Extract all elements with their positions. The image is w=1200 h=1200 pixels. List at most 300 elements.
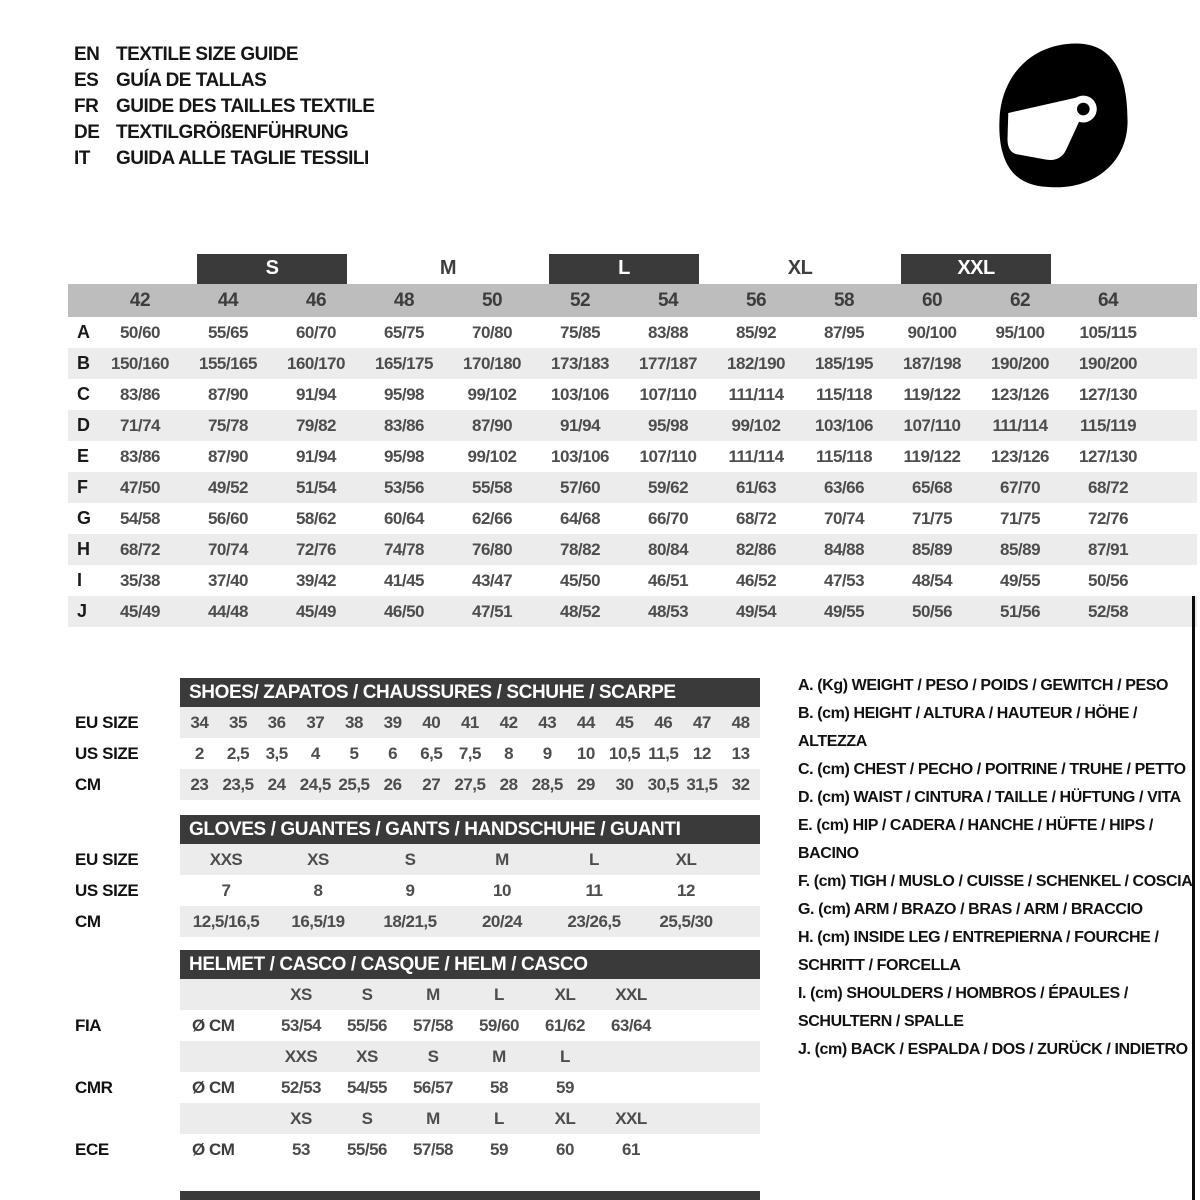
shoes-value: 2 bbox=[194, 743, 204, 763]
helmet-size: XL bbox=[532, 979, 598, 1010]
helmet-value: 55/56 bbox=[346, 1139, 388, 1159]
size-value: 64/68 bbox=[559, 508, 601, 528]
size-value: 83/86 bbox=[119, 384, 161, 404]
language-code: IT bbox=[74, 148, 90, 169]
helmet-value: 61/62 bbox=[544, 1015, 586, 1035]
helmet-size: XL bbox=[532, 1103, 598, 1134]
size-value: 90/100 bbox=[907, 322, 957, 342]
size-value: 63/66 bbox=[800, 472, 888, 503]
row-filler bbox=[1152, 410, 1197, 441]
size-value: 99/102 bbox=[467, 446, 517, 466]
gloves-value: 8 bbox=[313, 880, 323, 900]
helmet-section bbox=[68, 950, 760, 1165]
helmet-sizes-row-ECE bbox=[68, 1103, 760, 1134]
measurement-rows bbox=[68, 317, 1197, 627]
numeric-size: 44 bbox=[184, 284, 272, 317]
size-value: 87/95 bbox=[823, 322, 865, 342]
size-value: 71/75 bbox=[911, 508, 953, 528]
shoes-value: 23,5 bbox=[219, 769, 258, 800]
row-filler bbox=[1152, 317, 1197, 348]
language-row bbox=[74, 120, 374, 146]
size-value: 165/175 bbox=[360, 348, 448, 379]
shoes-value: 48 bbox=[721, 707, 760, 738]
size-value: 182/190 bbox=[712, 348, 800, 379]
size-value: 78/82 bbox=[536, 534, 624, 565]
gloves-value: XS bbox=[272, 844, 364, 875]
shoes-value: 27,5 bbox=[451, 769, 490, 800]
shoes-value: 31,5 bbox=[683, 769, 722, 800]
language-title: GUIDE DES TAILLES TEXTILE bbox=[116, 96, 375, 117]
language-title: TEXTILE SIZE GUIDE bbox=[116, 44, 299, 65]
language-code: ES bbox=[74, 70, 99, 91]
numeric-size: 52 bbox=[536, 284, 624, 317]
helmet-value: 53 bbox=[292, 1139, 310, 1159]
helmet-unit bbox=[180, 1103, 268, 1134]
numeric-size: 46 bbox=[272, 284, 360, 317]
helmet-row-label bbox=[68, 979, 180, 1010]
gloves-value: 7 bbox=[221, 880, 231, 900]
size-value: 45/49 bbox=[96, 596, 184, 627]
size-value: 115/118 bbox=[815, 384, 873, 404]
size-value: 52/58 bbox=[1064, 596, 1152, 627]
gloves-value: M bbox=[456, 844, 548, 875]
shoes-value: 28,5 bbox=[528, 769, 567, 800]
shoes-value: 37 bbox=[296, 707, 335, 738]
gloves-value: XXS bbox=[180, 844, 272, 875]
size-value: 177/187 bbox=[624, 348, 712, 379]
numeric-size: 54 bbox=[624, 284, 712, 317]
shoes-value: 4 bbox=[310, 743, 320, 763]
helmet-section-header: HELMET / CASCO / CASQUE / HELM / CASCO bbox=[180, 950, 760, 979]
size-value: 150/160 bbox=[96, 348, 184, 379]
row-filler bbox=[664, 1010, 760, 1041]
size-value: 91/94 bbox=[536, 410, 624, 441]
row-filler bbox=[664, 979, 760, 1010]
measure-row-F bbox=[68, 472, 1197, 503]
gloves-value: 18/21,5 bbox=[364, 906, 456, 937]
legend-item: G. (cm) ARM / BRAZO / BRAS / ARM / BRACCIO bbox=[798, 901, 1143, 918]
size-value: 99/102 bbox=[467, 384, 517, 404]
size-value: 111/114 bbox=[728, 384, 784, 404]
size-group-m: M bbox=[439, 257, 457, 279]
measure-row-A bbox=[68, 317, 1197, 348]
row-letter: C bbox=[77, 384, 90, 404]
size-value: 60/70 bbox=[295, 322, 337, 342]
size-value: 50/60 bbox=[119, 322, 161, 342]
size-value: 95/98 bbox=[383, 446, 425, 466]
size-value: 185/195 bbox=[800, 348, 888, 379]
shoes-value: 40 bbox=[412, 707, 451, 738]
language-title: GUIDA ALLE TAGLIE TESSILI bbox=[116, 148, 369, 169]
size-value: 57/60 bbox=[536, 472, 624, 503]
shoes-value: 10,5 bbox=[609, 743, 641, 763]
size-value: 127/130 bbox=[1079, 384, 1137, 404]
helmet-size: XXL bbox=[598, 979, 664, 1010]
size-value: 75/85 bbox=[559, 322, 601, 342]
shoes-value: 2,5 bbox=[226, 743, 250, 763]
helmet-value: 53/54 bbox=[280, 1015, 322, 1035]
row-filler bbox=[1152, 503, 1197, 534]
helmet-values-row-ECE bbox=[68, 1134, 760, 1165]
shoes-value: 3,5 bbox=[265, 743, 288, 763]
helmet-unit bbox=[180, 1041, 268, 1072]
helmet-value: 57/58 bbox=[412, 1015, 454, 1035]
size-value: 91/94 bbox=[295, 446, 337, 466]
measure-row-B bbox=[68, 348, 1197, 379]
size-value: 107/110 bbox=[639, 446, 697, 466]
numeric-size: 58 bbox=[800, 284, 888, 317]
language-code: DE bbox=[74, 122, 100, 143]
gloves-section bbox=[68, 815, 760, 937]
row-filler bbox=[732, 906, 760, 937]
language-code: FR bbox=[74, 96, 99, 117]
helmet-size: L bbox=[532, 1041, 598, 1072]
shoes-value: 34 bbox=[180, 707, 219, 738]
size-value: 61/63 bbox=[712, 472, 800, 503]
row-filler bbox=[1152, 379, 1197, 410]
language-row bbox=[74, 42, 374, 68]
size-value: 74/78 bbox=[360, 534, 448, 565]
shoes-value: 5 bbox=[349, 743, 359, 763]
size-value: 82/86 bbox=[712, 534, 800, 565]
language-row bbox=[74, 146, 374, 172]
helmet-size: M bbox=[400, 1103, 466, 1134]
helmet-standard-name: FIA bbox=[68, 1010, 180, 1041]
row-letter: E bbox=[77, 446, 90, 466]
measure-row-C bbox=[68, 379, 1197, 410]
shoes-value: 11,5 bbox=[648, 743, 679, 763]
language-row bbox=[74, 68, 374, 94]
size-value: 35/38 bbox=[119, 570, 161, 590]
helmet-standard-name: ECE bbox=[68, 1134, 180, 1165]
helmet-row-label bbox=[68, 1103, 180, 1134]
row-filler bbox=[732, 875, 760, 906]
measure-row-G bbox=[68, 503, 1197, 534]
row-filler bbox=[732, 844, 760, 875]
size-value: 84/88 bbox=[800, 534, 888, 565]
helmet-standard-name: CMR bbox=[68, 1072, 180, 1103]
size-value: 53/56 bbox=[360, 472, 448, 503]
shoes-section bbox=[68, 678, 760, 800]
gloves-value: 12 bbox=[677, 880, 695, 900]
numeric-size: 42 bbox=[96, 284, 184, 317]
shoes-value: 45 bbox=[605, 707, 644, 738]
size-value: 103/106 bbox=[800, 410, 888, 441]
shoes-value: 41 bbox=[451, 707, 490, 738]
size-value: 87/90 bbox=[207, 446, 249, 466]
shoes-row-label: CM bbox=[68, 769, 180, 800]
gloves-value: 20/24 bbox=[456, 906, 548, 937]
helmet-value: 59/60 bbox=[478, 1015, 520, 1035]
size-value: 83/86 bbox=[360, 410, 448, 441]
row-letter: J bbox=[68, 596, 96, 627]
size-value: 49/52 bbox=[184, 472, 272, 503]
size-value: 119/122 bbox=[903, 446, 961, 466]
gloves-value: 23/26,5 bbox=[548, 906, 640, 937]
measure-row-D bbox=[68, 410, 1197, 441]
legend-list bbox=[798, 672, 1196, 1064]
size-value: 39/42 bbox=[295, 570, 337, 590]
size-value: 87/90 bbox=[448, 410, 536, 441]
group-spacer bbox=[1064, 253, 1152, 284]
shoes-value: 35 bbox=[219, 707, 258, 738]
shoes-value: 12 bbox=[692, 743, 711, 763]
shoes-value: 36 bbox=[257, 707, 296, 738]
shoes-value: 9 bbox=[542, 743, 552, 763]
row-letter: A bbox=[77, 322, 90, 342]
size-value: 155/165 bbox=[184, 348, 272, 379]
legend-item: F. (cm) TIGH / MUSLO / CUISSE / SCHENKEL / COSCIA bbox=[798, 873, 1193, 890]
language-title: TEXTILGRÖßENFÜHRUNG bbox=[116, 122, 349, 143]
group-spacer bbox=[96, 253, 184, 284]
size-value: 55/65 bbox=[207, 322, 249, 342]
shoes-row bbox=[68, 738, 760, 769]
helmet-size: M bbox=[466, 1041, 532, 1072]
helmet-value: 55/56 bbox=[346, 1015, 388, 1035]
shoes-value: 44 bbox=[567, 707, 606, 738]
shoes-value: 47 bbox=[683, 707, 722, 738]
band-spacer bbox=[68, 284, 96, 317]
helmet-size: S bbox=[334, 979, 400, 1010]
helmet-row-label bbox=[68, 1041, 180, 1072]
shoes-table bbox=[68, 707, 760, 800]
size-value: 80/84 bbox=[624, 534, 712, 565]
legend-item: E. (cm) HIP / CADERA / HANCHE / HÜFTE / HIPS / BACINO bbox=[798, 817, 1153, 862]
size-value: 85/89 bbox=[976, 534, 1064, 565]
size-value: 103/106 bbox=[551, 446, 609, 466]
size-value: 47/51 bbox=[448, 596, 536, 627]
legend-item: I. (cm) SHOULDERS / HOMBROS / ÉPAULES / SCHULTERN / SPALLE bbox=[798, 985, 1128, 1030]
size-value: 173/183 bbox=[536, 348, 624, 379]
gloves-table bbox=[68, 844, 760, 937]
size-value: 55/58 bbox=[448, 472, 536, 503]
helmet-size: L bbox=[466, 979, 532, 1010]
size-value: 68/72 bbox=[96, 534, 184, 565]
helmet-value: 57/58 bbox=[412, 1139, 454, 1159]
size-value: 45/49 bbox=[272, 596, 360, 627]
size-value: 95/98 bbox=[624, 410, 712, 441]
numeric-size: 60 bbox=[888, 284, 976, 317]
shoes-value: 43 bbox=[528, 707, 567, 738]
gloves-value: L bbox=[548, 844, 640, 875]
size-value: 111/114 bbox=[976, 410, 1064, 441]
shoes-value: 6 bbox=[388, 743, 398, 763]
size-value: 79/82 bbox=[272, 410, 360, 441]
size-value: 65/75 bbox=[383, 322, 425, 342]
size-value: 127/130 bbox=[1079, 446, 1137, 466]
racing-helmet-icon bbox=[983, 28, 1141, 198]
shoes-value: 29 bbox=[567, 769, 606, 800]
gloves-value: 10 bbox=[493, 880, 511, 900]
row-filler bbox=[1152, 441, 1197, 472]
helmet-size: S bbox=[334, 1103, 400, 1134]
size-value: 123/126 bbox=[991, 446, 1049, 466]
size-group-l: L bbox=[549, 254, 699, 284]
shoes-value: 42 bbox=[489, 707, 528, 738]
size-value: 123/126 bbox=[991, 384, 1049, 404]
row-filler bbox=[1152, 565, 1197, 596]
row-filler bbox=[1152, 472, 1197, 503]
legend-item: H. (cm) INSIDE LEG / ENTREPIERNA / FOURCHE / SCHRITT / FORCELLA bbox=[798, 929, 1159, 974]
size-value: 66/70 bbox=[647, 508, 689, 528]
shoes-section-header: SHOES/ ZAPATOS / CHAUSSURES / SCHUHE / SCARPE bbox=[180, 678, 760, 707]
shoes-value: 32 bbox=[721, 769, 760, 800]
row-filler bbox=[664, 1072, 760, 1103]
helmet-value: 59 bbox=[490, 1139, 508, 1159]
band-spacer bbox=[1152, 284, 1197, 317]
measure-row-I bbox=[68, 565, 1197, 596]
legend-item: J. (cm) BACK / ESPALDA / DOS / ZURÜCK / INDIETRO bbox=[798, 1041, 1188, 1058]
shoes-value: 26 bbox=[373, 769, 412, 800]
size-value: 76/80 bbox=[448, 534, 536, 565]
shoes-value: 27 bbox=[412, 769, 451, 800]
size-group-xl: XL bbox=[787, 257, 813, 279]
helmet-value: 56/57 bbox=[412, 1077, 454, 1097]
gloves-value: 25,5/30 bbox=[640, 906, 732, 937]
language-title: GUÍA DE TALLAS bbox=[116, 70, 267, 91]
size-value: 44/48 bbox=[184, 596, 272, 627]
helmet-size: M bbox=[400, 979, 466, 1010]
size-value: 170/180 bbox=[448, 348, 536, 379]
row-filler bbox=[1152, 348, 1197, 379]
row-filler bbox=[1152, 596, 1197, 627]
size-value: 72/76 bbox=[272, 534, 360, 565]
row-letter: G bbox=[77, 508, 92, 528]
row-filler bbox=[664, 1134, 760, 1165]
size-value: 62/66 bbox=[471, 508, 513, 528]
size-value: 48/54 bbox=[911, 570, 953, 590]
size-value: 119/122 bbox=[903, 384, 961, 404]
helmet-size: L bbox=[466, 1103, 532, 1134]
row-letter: D bbox=[68, 410, 96, 441]
legend-item: A. (Kg) WEIGHT / PESO / POIDS / GEWITCH / PESO bbox=[798, 677, 1169, 694]
size-value: 60/64 bbox=[383, 508, 425, 528]
size-value: 107/110 bbox=[888, 410, 976, 441]
gloves-row-label: CM bbox=[68, 906, 180, 937]
helmet-unit: Ø CM bbox=[192, 1015, 235, 1035]
numeric-size: 48 bbox=[360, 284, 448, 317]
page-edge-line bbox=[1192, 596, 1195, 1200]
size-value: 49/55 bbox=[800, 596, 888, 627]
size-value: 67/70 bbox=[976, 472, 1064, 503]
shoes-value: 39 bbox=[373, 707, 412, 738]
main-size-table bbox=[68, 253, 1197, 627]
helmet-value: 63/64 bbox=[610, 1015, 652, 1035]
shoes-value: 13 bbox=[731, 743, 750, 763]
size-value: 83/88 bbox=[647, 322, 689, 342]
size-value: 87/91 bbox=[1064, 534, 1152, 565]
gloves-value: XL bbox=[640, 844, 732, 875]
shoes-value: 46 bbox=[644, 707, 683, 738]
size-value: 95/100 bbox=[995, 322, 1045, 342]
cut-off-section-bar bbox=[180, 1191, 760, 1200]
size-value: 54/58 bbox=[119, 508, 161, 528]
row-filler bbox=[664, 1103, 760, 1134]
gloves-row bbox=[68, 875, 760, 906]
size-value: 105/115 bbox=[1079, 322, 1137, 342]
shoes-value: 24 bbox=[257, 769, 296, 800]
row-letter: B bbox=[68, 348, 96, 379]
size-value: 68/72 bbox=[1064, 472, 1152, 503]
size-value: 72/76 bbox=[1087, 508, 1129, 528]
size-value: 46/52 bbox=[735, 570, 777, 590]
helmet-size bbox=[598, 1041, 664, 1072]
helmet-table bbox=[68, 979, 760, 1165]
row-letter: H bbox=[68, 534, 96, 565]
language-list bbox=[74, 42, 374, 172]
size-value: 49/55 bbox=[999, 570, 1041, 590]
shoes-value: 10 bbox=[576, 743, 595, 763]
group-spacer bbox=[1152, 253, 1197, 284]
helmet-value: 59 bbox=[556, 1077, 574, 1097]
size-value: 70/80 bbox=[471, 322, 513, 342]
helmet-value: 54/55 bbox=[346, 1077, 388, 1097]
gloves-value: 9 bbox=[405, 880, 415, 900]
helmet-unit bbox=[180, 979, 268, 1010]
gloves-value: 16,5/19 bbox=[272, 906, 364, 937]
gloves-value: 11 bbox=[585, 880, 603, 900]
size-value: 111/114 bbox=[728, 446, 784, 466]
shoes-value: 30,5 bbox=[644, 769, 683, 800]
size-value: 71/75 bbox=[999, 508, 1041, 528]
numeric-size-row bbox=[68, 284, 1197, 317]
shoes-value: 30 bbox=[605, 769, 644, 800]
gloves-row-label: EU SIZE bbox=[68, 844, 180, 875]
legend-item: B. (cm) HEIGHT / ALTURA / HAUTEUR / HÖHE / ALTEZZA bbox=[798, 705, 1138, 750]
shoes-value: 23 bbox=[180, 769, 219, 800]
gloves-value: 12,5/16,5 bbox=[180, 906, 272, 937]
size-group-s: S bbox=[197, 254, 347, 284]
size-value: 83/86 bbox=[119, 446, 161, 466]
size-value: 47/50 bbox=[96, 472, 184, 503]
size-value: 187/198 bbox=[888, 348, 976, 379]
helmet-values-row-FIA bbox=[68, 1010, 760, 1041]
size-group-row bbox=[68, 253, 1197, 284]
helmet-size: XXS bbox=[268, 1041, 334, 1072]
size-value: 49/54 bbox=[712, 596, 800, 627]
gloves-row-label: US SIZE bbox=[68, 875, 180, 906]
size-value: 56/60 bbox=[207, 508, 249, 528]
shoes-value: 28 bbox=[489, 769, 528, 800]
helmet-value: 52/53 bbox=[280, 1077, 322, 1097]
helmet-unit: Ø CM bbox=[192, 1077, 235, 1097]
language-code: EN bbox=[74, 44, 100, 65]
size-value: 107/110 bbox=[639, 384, 697, 404]
measure-row-H bbox=[68, 534, 1197, 565]
shoes-value: 24,5 bbox=[296, 769, 335, 800]
size-group-xxl: XXL bbox=[901, 254, 1051, 284]
helmet-value: 60 bbox=[556, 1139, 574, 1159]
size-value: 190/200 bbox=[976, 348, 1064, 379]
size-value: 46/51 bbox=[647, 570, 689, 590]
size-value: 50/56 bbox=[888, 596, 976, 627]
shoes-value: 6,5 bbox=[420, 743, 443, 763]
gloves-value: S bbox=[364, 844, 456, 875]
helmet-size: XS bbox=[334, 1041, 400, 1072]
size-value: 85/89 bbox=[888, 534, 976, 565]
helmet-value: 58 bbox=[490, 1077, 508, 1097]
size-value: 51/56 bbox=[976, 596, 1064, 627]
shoes-row-label: EU SIZE bbox=[68, 707, 180, 738]
size-value: 48/53 bbox=[624, 596, 712, 627]
size-value: 160/170 bbox=[272, 348, 360, 379]
size-value: 70/74 bbox=[184, 534, 272, 565]
size-value: 190/200 bbox=[1064, 348, 1152, 379]
gloves-row bbox=[68, 844, 760, 875]
gloves-row bbox=[68, 906, 760, 937]
helmet-unit: Ø CM bbox=[192, 1139, 235, 1159]
size-value: 99/102 bbox=[712, 410, 800, 441]
